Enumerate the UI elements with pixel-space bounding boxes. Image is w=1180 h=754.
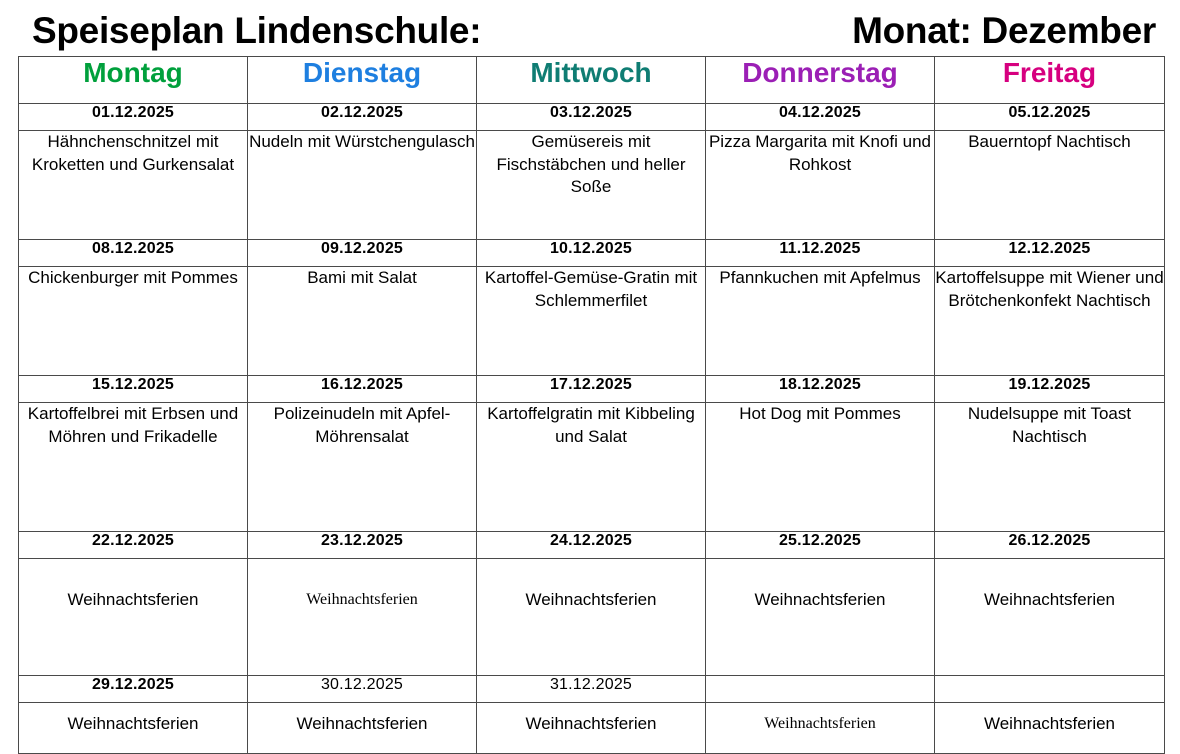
table-header-row — [19, 57, 1165, 104]
meal-row — [19, 267, 1165, 376]
meal-cell: Weihnachtsferien — [477, 703, 706, 754]
date-cell: 29.12.2025 — [19, 676, 248, 703]
date-cell: 24.12.2025 — [477, 532, 706, 559]
date-cell: 17.12.2025 — [477, 376, 706, 403]
date-cell: 16.12.2025 — [248, 376, 477, 403]
date-cell: 30.12.2025 — [248, 676, 477, 703]
meal-cell: Weihnachtsferien — [706, 559, 935, 676]
meal-cell: Kartoffel-Gemüse-Gratin mit Schlemmerfilet — [477, 267, 706, 376]
meal-cell: Hot Dog mit Pommes — [706, 403, 935, 532]
month-title: Monat: Dezember — [852, 10, 1156, 51]
meal-cell: Kartoffelsuppe mit Wiener und Brötchenkonfekt Nachtisch — [935, 267, 1165, 376]
meal-row — [19, 703, 1165, 754]
date-cell: 05.12.2025 — [935, 104, 1165, 131]
meal-row — [19, 559, 1165, 676]
date-cell: 26.12.2025 — [935, 532, 1165, 559]
date-row — [19, 532, 1165, 559]
date-cell: 01.12.2025 — [19, 104, 248, 131]
meal-cell: Weihnachtsferien — [248, 703, 477, 754]
date-cell: 11.12.2025 — [706, 240, 935, 267]
date-cell: 09.12.2025 — [248, 240, 477, 267]
date-row — [19, 104, 1165, 131]
meal-cell: Weihnachtsferien — [935, 703, 1165, 754]
meal-cell: Bami mit Salat — [248, 267, 477, 376]
meal-cell: Weihnachtsferien — [19, 559, 248, 676]
date-cell: 31.12.2025 — [477, 676, 706, 703]
meal-row — [19, 131, 1165, 240]
document-header — [18, 10, 1162, 56]
date-row — [19, 676, 1165, 703]
date-cell: 15.12.2025 — [19, 376, 248, 403]
column-header-wednesday: Mittwoch — [477, 57, 706, 104]
date-cell: 19.12.2025 — [935, 376, 1165, 403]
date-cell: 25.12.2025 — [706, 532, 935, 559]
date-cell: 10.12.2025 — [477, 240, 706, 267]
column-header-monday: Montag — [19, 57, 248, 104]
date-cell: 12.12.2025 — [935, 240, 1165, 267]
meal-row — [19, 403, 1165, 532]
meal-cell: Hähnchenschnitzel mit Kroketten und Gurkensalat — [19, 131, 248, 240]
meal-cell: Gemüsereis mit Fischstäbchen und heller Soße — [477, 131, 706, 240]
column-header-friday: Freitag — [935, 57, 1165, 104]
meal-cell: Pizza Margarita mit Knofi und Rohkost — [706, 131, 935, 240]
meal-plan-table — [18, 56, 1165, 754]
date-cell: 04.12.2025 — [706, 104, 935, 131]
meal-cell: Kartoffelgratin mit Kibbeling und Salat — [477, 403, 706, 532]
date-row — [19, 240, 1165, 267]
date-cell: 03.12.2025 — [477, 104, 706, 131]
meal-cell: Bauerntopf Nachtisch — [935, 131, 1165, 240]
meal-cell: Pfannkuchen mit Apfelmus — [706, 267, 935, 376]
meal-cell: Weihnachtsferien — [19, 703, 248, 754]
meal-cell: Nudeln mit Würstchengulasch — [248, 131, 477, 240]
meal-cell: Polizeinudeln mit Apfel-Möhrensalat — [248, 403, 477, 532]
column-header-thursday: Donnerstag — [706, 57, 935, 104]
date-cell: 18.12.2025 — [706, 376, 935, 403]
column-header-tuesday: Dienstag — [248, 57, 477, 104]
meal-cell: Kartoffelbrei mit Erbsen und Möhren und Frikadelle — [19, 403, 248, 532]
meal-cell: Weihnachtsferien — [477, 559, 706, 676]
date-cell — [935, 676, 1165, 703]
date-row — [19, 376, 1165, 403]
date-cell: 23.12.2025 — [248, 532, 477, 559]
meal-cell: Weihnachtsferien — [935, 559, 1165, 676]
meal-cell: Weihnachtsferien — [706, 703, 935, 754]
date-cell: 02.12.2025 — [248, 104, 477, 131]
page-title: Speiseplan Lindenschule: — [32, 10, 482, 51]
date-cell: 08.12.2025 — [19, 240, 248, 267]
date-cell — [706, 676, 935, 703]
meal-cell: Chickenburger mit Pommes — [19, 267, 248, 376]
meal-cell: Weihnachtsferien — [248, 559, 477, 676]
meal-cell: Nudelsuppe mit Toast Nachtisch — [935, 403, 1165, 532]
date-cell: 22.12.2025 — [19, 532, 248, 559]
